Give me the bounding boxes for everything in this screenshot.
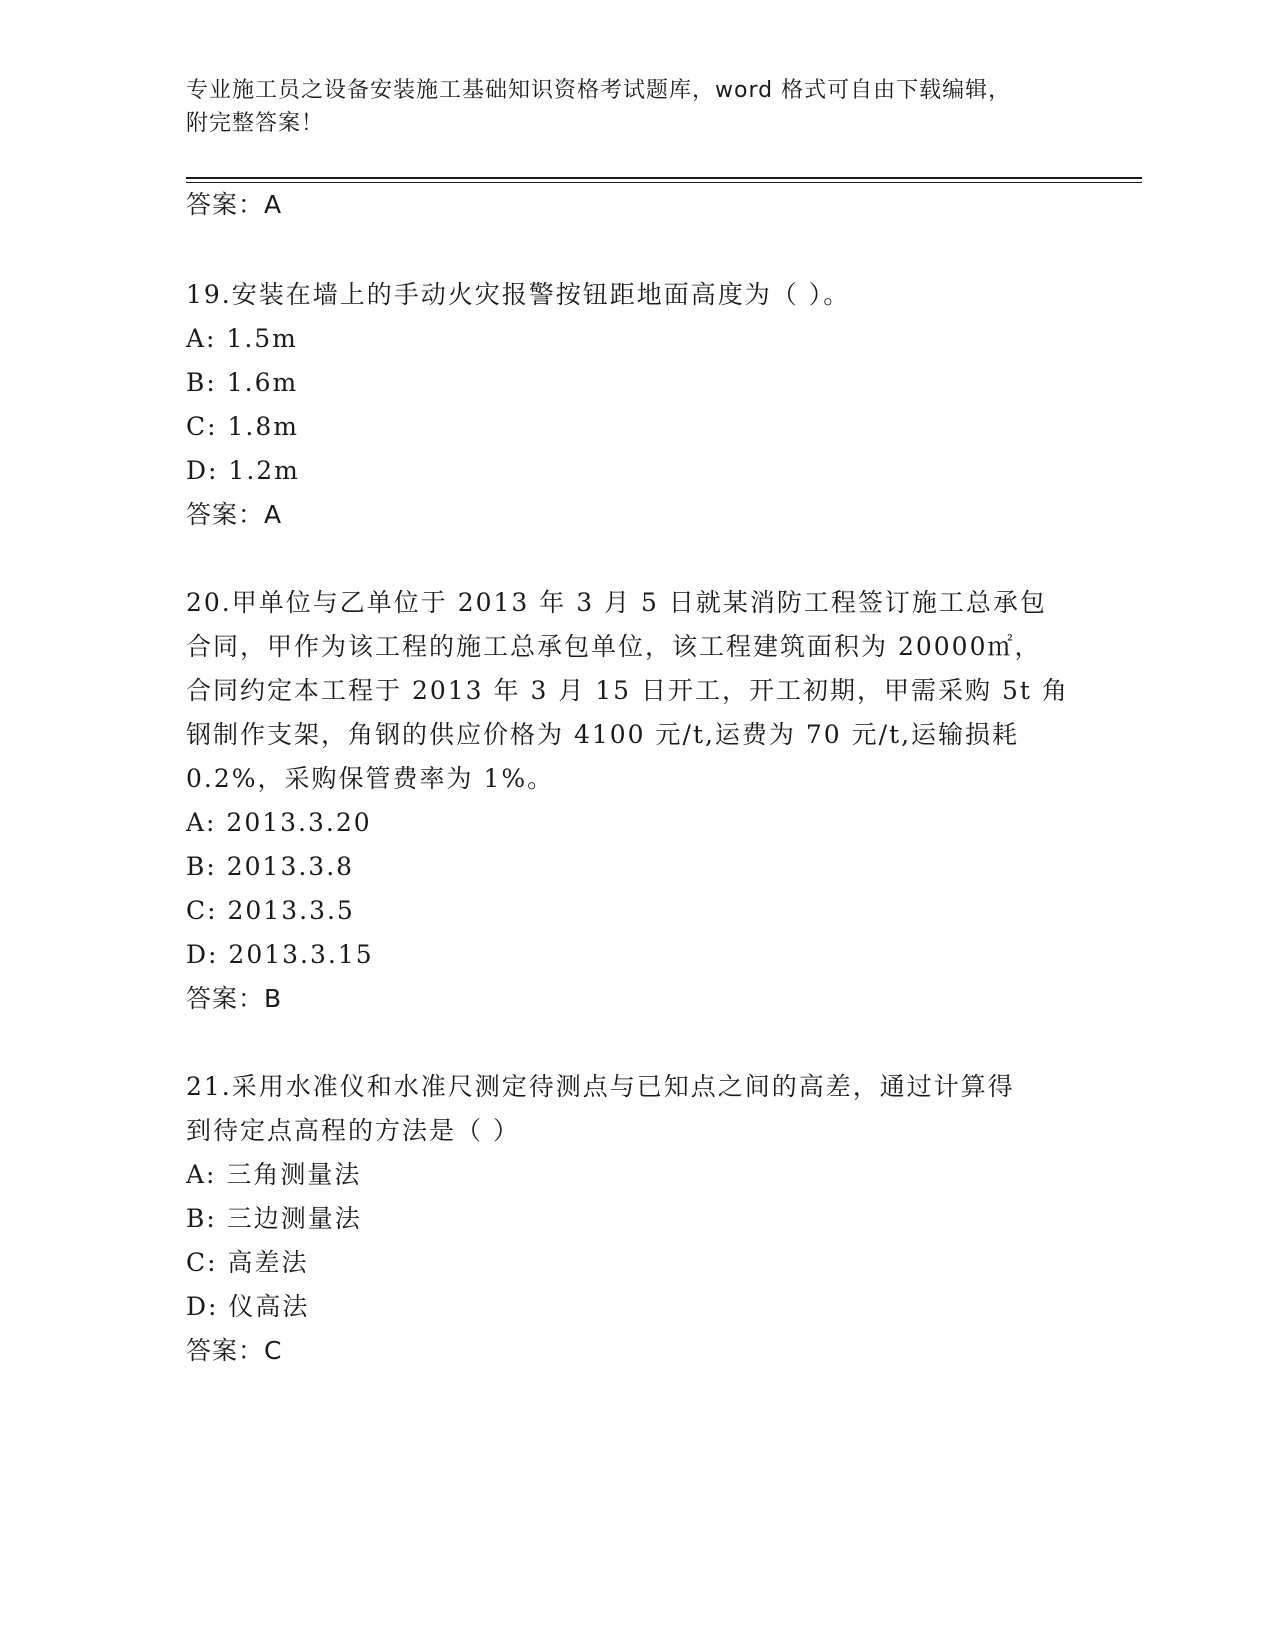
header-line-2: 附完整答案！ bbox=[186, 111, 325, 136]
previous-answer: 答案：A bbox=[186, 190, 283, 219]
question-20-answer: 答案：B bbox=[186, 984, 283, 1013]
question-19-answer: 答案：A bbox=[186, 500, 283, 529]
question-21-option-c: C: 高差法 bbox=[186, 1248, 309, 1277]
question-19-stem: 19.安装在墙上的手动火灾报警按钮距地面高度为（ ）。 bbox=[186, 280, 851, 309]
question-20-stem-line-2: 合同，甲作为该工程的施工总承包单位，该工程建筑面积为 20000㎡， bbox=[186, 632, 1042, 661]
question-19-option-b: B: 1.6m bbox=[186, 368, 299, 397]
question-20-option-c: C: 2013.3.5 bbox=[186, 896, 355, 925]
question-21-answer: 答案：C bbox=[186, 1336, 283, 1365]
question-19-option-d: D: 1.2m bbox=[186, 456, 300, 485]
question-20-stem-line-3: 合同约定本工程于 2013 年 3 月 15 日开工，开工初期，甲需采购 5t 角 bbox=[186, 676, 1069, 705]
header-line-1: 专业施工员之设备安装施工基础知识资格考试题库，word 格式可自由下载编辑， bbox=[186, 78, 1012, 103]
question-20-stem-line-4: 钢制作支架，角钢的供应价格为 4100 元/t,运费为 70 元/t,运输损耗 bbox=[186, 720, 1020, 749]
question-21-option-b: B: 三边测量法 bbox=[186, 1204, 362, 1233]
header-rule-thin bbox=[186, 182, 1142, 183]
header-rule-thick bbox=[186, 177, 1142, 179]
question-19-option-c: C: 1.8m bbox=[186, 412, 299, 441]
question-20-option-b: B: 2013.3.8 bbox=[186, 852, 355, 881]
question-21-stem-line-2: 到待定点高程的方法是（ ） bbox=[186, 1116, 520, 1145]
document-header bbox=[186, 74, 1086, 140]
question-21-stem-line-1: 21.采用水准仪和水准尺测定待测点与已知点之间的高差，通过计算得 bbox=[186, 1072, 1015, 1101]
question-21-option-d: D: 仪高法 bbox=[186, 1292, 310, 1321]
question-20-stem-line-5: 0.2%，采购保管费率为 1%。 bbox=[186, 764, 555, 793]
question-21-option-a: A: 三角测量法 bbox=[186, 1160, 362, 1189]
question-19-option-a: A: 1.5m bbox=[186, 324, 298, 353]
question-20-stem-line-1: 20.甲单位与乙单位于 2013 年 3 月 5 日就某消防工程签订施工总承包 bbox=[186, 588, 1047, 617]
question-20-option-a: A: 2013.3.20 bbox=[186, 808, 372, 837]
question-20-option-d: D: 2013.3.15 bbox=[186, 940, 374, 969]
